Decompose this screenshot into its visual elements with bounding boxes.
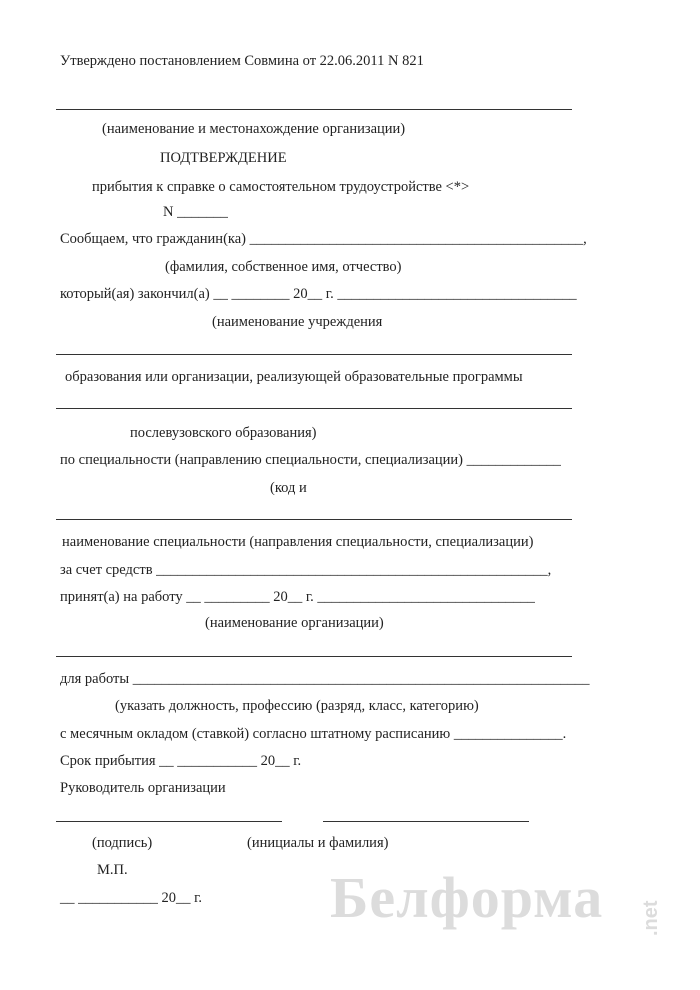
citizen-line[interactable]: Сообщаем, что гражданин(ка) ______________________________________________, <box>60 231 587 247</box>
specialty-caption-2: наименование специальности (направления специальности, специализации) <box>62 534 534 550</box>
document-number[interactable]: N _______ <box>163 204 228 220</box>
signature-line[interactable] <box>56 821 282 822</box>
stamp-place: М.П. <box>97 862 128 878</box>
specialty-caption: (код и <box>270 480 307 496</box>
signature-caption: (подпись) <box>92 835 153 851</box>
work-line[interactable]: для работы _______________________________________________________________ <box>60 671 590 687</box>
institution-line-1[interactable] <box>56 354 572 355</box>
name-line[interactable] <box>323 821 529 822</box>
graduation-line[interactable]: который(ая) закончил(а) __ ________ 20__ г. _________________________________ <box>60 286 577 302</box>
institution-caption-3: послевузовского образования) <box>130 425 317 441</box>
arrival-line[interactable]: Срок прибытия __ ___________ 20__ г. <box>60 753 302 769</box>
organization-name-line[interactable] <box>56 109 572 110</box>
hired-line[interactable]: принят(а) на работу __ _________ 20__ г. ______________________________ <box>60 589 535 605</box>
watermark-logo: Белформа <box>330 865 604 930</box>
specialty-name-line[interactable] <box>56 519 572 520</box>
salary-line[interactable]: с месячным окладом (ставкой) согласно штатному расписанию _______________. <box>60 726 567 742</box>
approval-text: Утверждено постановлением Совмина от 22.06.2011 N 821 <box>60 53 424 69</box>
citizen-caption: (фамилия, собственное имя, отчество) <box>165 259 402 275</box>
specialty-line[interactable]: по специальности (направлению специальности, специализации) _____________ <box>60 452 561 468</box>
organization-caption: (наименование и местонахождение организации) <box>102 121 406 137</box>
head-title: Руководитель организации <box>60 780 226 796</box>
funding-line[interactable]: за счет средств ______________________________________________________, <box>60 562 552 578</box>
watermark-domain: .net <box>640 900 662 936</box>
work-caption: (указать должность, профессию (разряд, класс, категорию) <box>115 698 479 714</box>
institution-line-2[interactable] <box>56 408 572 409</box>
hired-organization-line[interactable] <box>56 656 572 657</box>
document-title: ПОДТВЕРЖДЕНИЕ <box>160 150 287 166</box>
hired-organization-caption: (наименование организации) <box>205 615 384 631</box>
signature-date[interactable]: __ ___________ 20__ г. <box>60 890 203 906</box>
name-caption: (инициалы и фамилия) <box>247 835 389 851</box>
institution-caption-2: образования или организации, реализующей образовательные программы <box>65 369 523 385</box>
institution-caption: (наименование учреждения <box>212 314 383 330</box>
document-subtitle: прибытия к справке о самостоятельном трудоустройстве <*> <box>92 179 470 195</box>
